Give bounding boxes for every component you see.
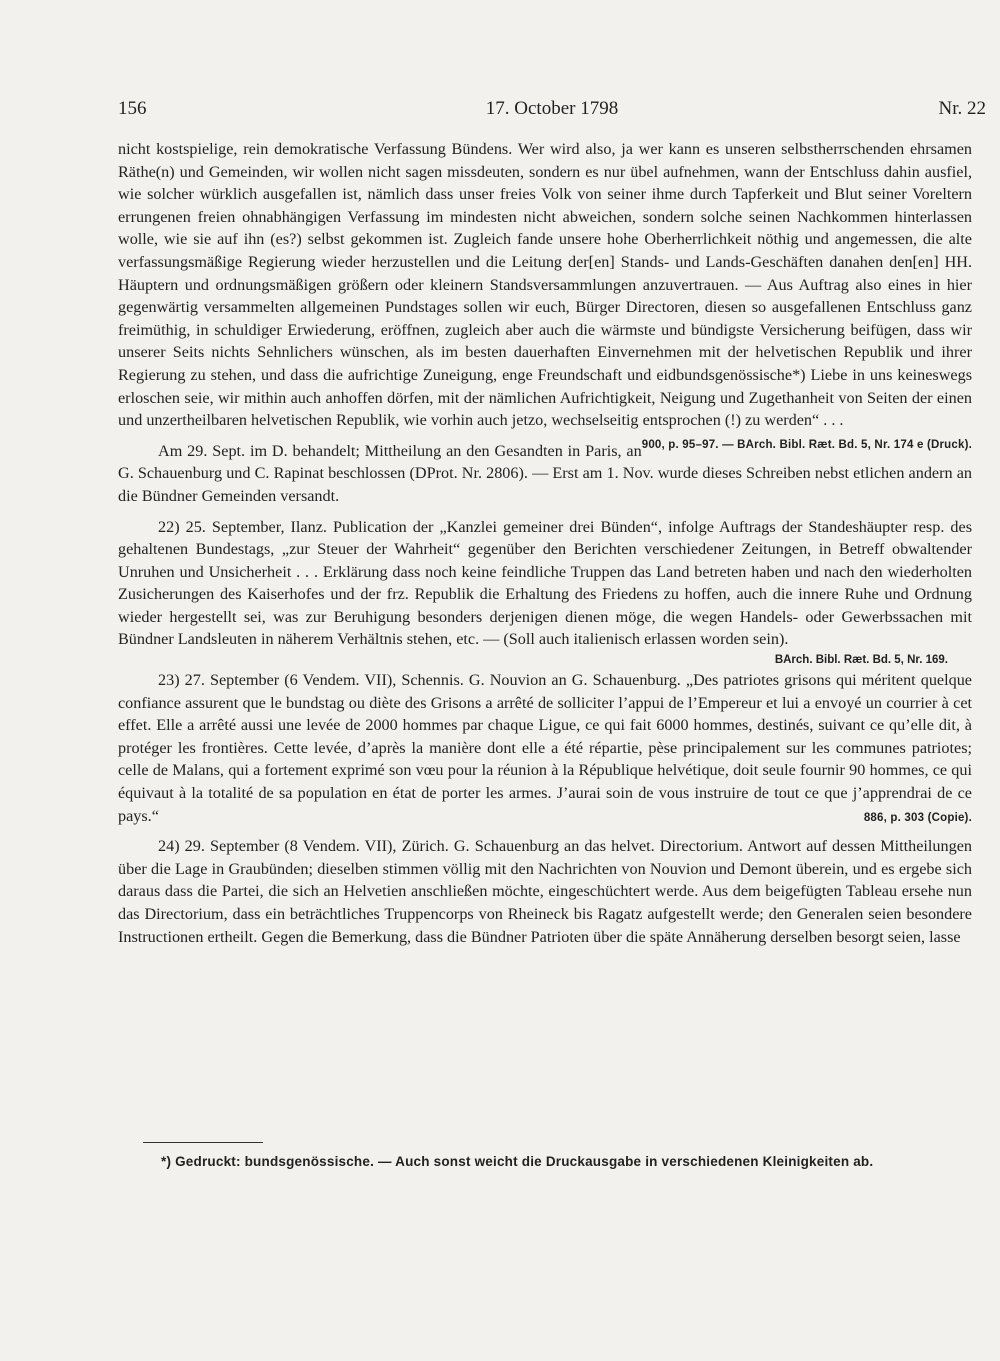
- paragraph-text: 23) 27. September (6 Vendem. VII), Schennis. G. Nouvion an G. Schauenburg. „Des patriotes grisons qui méritent quelque confiance assurent que le bundstag ou diète des Grisons a arrêté de solliciter l’appui de l’Empereur et lui a envoyé un courrier à cet effet. Elle a arrêté aussi une levée de 2000 hommes par chaque Ligue, ce qui fait 6000 hommes, destinés, suivant ce qu’elle dit, à protéger les frontières. Cette levée, d’après la manière dont elle a été répartie, pèse principalement sur les communes patriotes; celle de Malans, qui a fortement exprimé son vœu pour la réunion à la République helvétique, doit seule fournir 90 hommes, ce qui équivaut à la totalité de sa population en état de porter les armes. J’aurai soin de vous instruire de tout ce que j’apprendrai de ce pays.“: [118, 671, 972, 825]
- header-document-number: Nr. 22: [938, 98, 986, 119]
- header-date: 17. October 1798: [485, 98, 619, 119]
- source-reference: 900, p. 95–97. — BArch. Bibl. Ræt. Bd. 5, Nr. 174 e (Druck).: [641, 438, 972, 451]
- source-reference: BArch. Bibl. Ræt. Bd. 5, Nr. 169.: [774, 654, 948, 667]
- spacer: [118, 508, 972, 516]
- source-reference: 886, p. 303 (Copie).: [863, 811, 972, 824]
- main-text: [118, 138, 972, 948]
- paragraph-letter-continuation: [118, 138, 972, 451]
- footnote-divider: [143, 1142, 263, 1143]
- paragraph-entry-24: 24) 29. September (8 Vendem. VII), Zürich. G. Schauenburg an das helvet. Directorium. Antwort auf dessen Mittheilungen über die Lage in Graubünden; dieselben stimmen völlig mit den Nachrichten von Nouvion und Demont überein, und es ergebe sich daraus dass die Partei, die sich an Helvetien anschließen möchte, eingeschüchtert werde. Aus dem beigefügten Tableau ersehe nun das Directorium, dass ein beträchtliches Truppencorps von Rheineck bis Ragatz aufgestellt werde; den Generalen seien besondere Instructionen ertheilt. Gegen die Bemerkung, dass die Bündner Patrioten über die späte Annäherung derselben besorgt seien, lasse: [118, 837, 972, 946]
- paragraph-text: nicht kostspielige, rein demokratische Verfassung Bündens. Wer wird also, ja wer kann es unseren selbstherrschenden ehrsamen Räthe(n) und Gemeinden, wir wollen nicht sagen missdeuten, sondern es nur übel aufnehmen, wann der Entschluss dahin ausfiel, wie solcher würklich ausgefallen ist, nämlich dass unser freies Volk von seiner ihme durch Tapferkeit und Blut seiner Voreltern errungenen freien ohnabhängigen Verfassung im mindesten nicht abweichen, sondern solche seinen Nachkommen hinterlassen wolle, wie sie auf ihn (es?) selbst gekommen ist. Zugleich fande unsere hohe Oberherrlichkeit nöthig und angemessen, die alte verfassungsmäßige Regierung wieder herzustellen und die Leitung der[en] Stands- und Lands-Geschäften danahen den[en] HH. Häuptern und ordnungsmäßigen größern oder kleinern Standsversammlungen anzuvertrauen. — Aus Auftrag also eines in hier gegenwärtig versammelten allgemeinen Pundstages sollen wir euch, Bürger Directoren, diesen so ausgefallenen Entschluss ganz freimüthig, in schuldiger Erwiederung, eröffnen, zugleich aber auch die wärmste und bündigste Versicherung beifügen, dass wir unserer Seits nichts Sehnlichers wünschen, als im besten dauerhaften Einvernehmen mit der helvetischen Republik und ihrer Regierung zu stehen, und dass die aufrichtige Zuneigung, enge Freundschaft und eidbundsgenössische*) Liebe in uns keineswegs erloschen seie, wir mithin auch anhoffen dörfen, mit der nämlichen Aufrichtigkeit, Neigung und Zugethanheit von Seiten der einen und unzertheilbaren helvetischen Republik, wie vorhin auch jetzo, wechselseitig entsprochen (!) zu werden“ . . .: [118, 140, 972, 430]
- paragraph-entry-23: [118, 669, 972, 827]
- paragraph-note: Am 29. Sept. im D. behandelt; Mittheilung an den Gesandten in Paris, an G. Schauenburg und C. Rapinat beschlossen (DProt. Nr. 2806). — Erst am 1. Nov. wurde dieses Schreiben nebst etlichen andern an die Bündner Gemeinden versandt.: [118, 441, 972, 505]
- page-number: 156: [118, 98, 147, 119]
- page-header: [118, 98, 986, 128]
- paragraph-entry-22: 22) 25. September, Ilanz. Publication der „Kanzlei gemeiner drei Bünden“, infolge Auftrags der Standeshäupter resp. des gehaltenen Bundestags, „zur Steuer der Wahrheit“ gegenüber den Berichten verschiedener Zeitungen, in Betreff obwaltender Unruhen und Unsicherheit . . . Erklärung dass noch keine feindliche Truppen das Land betreten haben und nach den wiederholten Zusicherungen des Kaiserhofes und der frz. Republik die Erhaltung des Friedens zu hoffen, auch die innere Ruhe und Ordnung wieder hergestellt sei, was zur Beruhigung besonders derjenigen dienen möge, die wegen Handels- oder Gewerbssachen mit Bündner Landsleuten in näherem Verhältnis stehen, etc. — (Soll auch italienisch erlassen worden sein).: [118, 517, 972, 649]
- footnote: *) Gedruckt: bundsgenössische. — Auch sonst weicht die Druckausgabe in verschiedenen Kleinigkeiten ab.: [161, 1154, 874, 1169]
